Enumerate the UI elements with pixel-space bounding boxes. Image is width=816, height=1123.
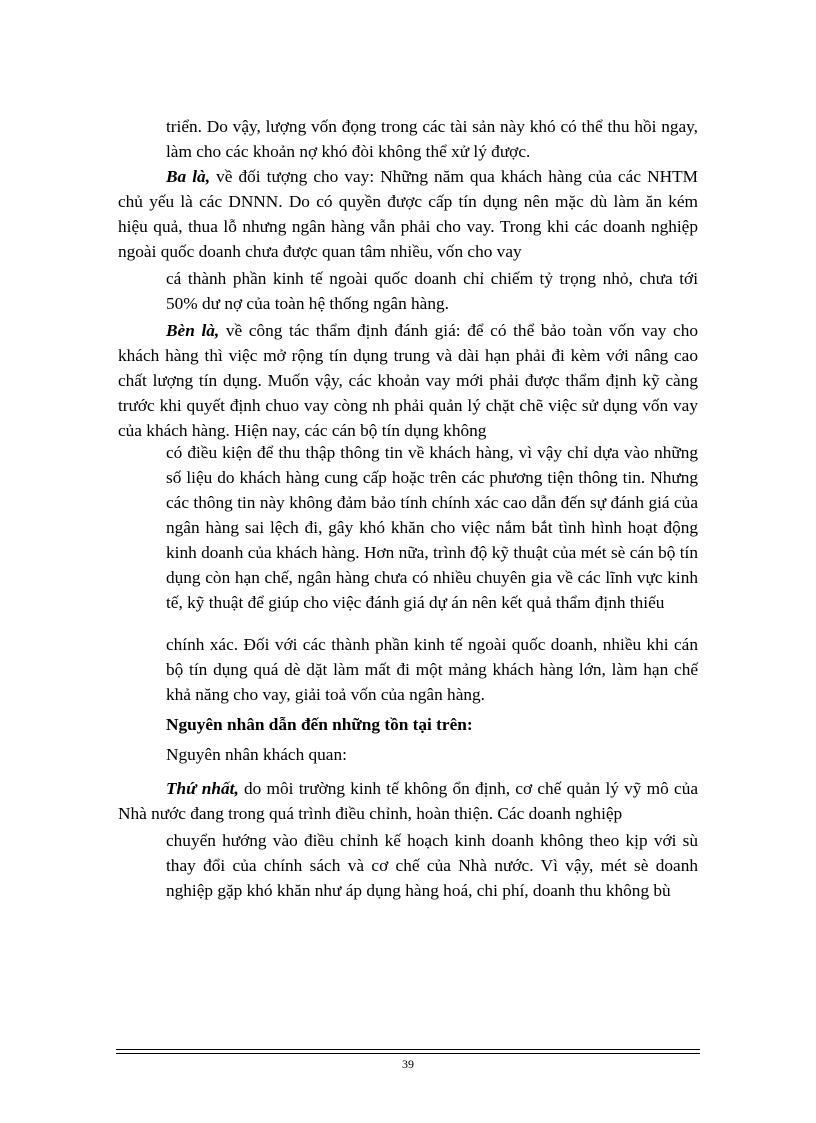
paragraph-continuation-5	[166, 828, 698, 903]
footer-rule-bottom	[116, 1053, 700, 1054]
paragraph-continuation-1	[166, 114, 698, 164]
paragraph-lead: Ba là,	[166, 167, 211, 186]
subheading-text: Nguyên nhân khách quan:	[166, 745, 347, 764]
paragraph-ben-la	[118, 318, 698, 443]
paragraph-text: về đối tượng cho vay: Những năm qua khách hàng của các NHTM chủ yếu là các DNNN. Do có quyền được cấp tín dụng nên mặc dù làm ăn kém hiệu quả, thua lỗ nhưng ngân hàng vẫn phải cho vay. Trong khi các doanh nghiệp ngoài quốc doanh chưa được quan tâm nhiều, vốn cho vay	[118, 167, 698, 261]
paragraph-continuation-4	[166, 632, 698, 707]
paragraph-text: về công tác thẩm định đánh giá: để có thể bảo toàn vốn vay cho khách hàng thì việc mở rộng tín dụng trung và dài hạn phải đi kèm với nâng cao chất lượng tín dụng. Muốn vậy, các khoản vay mới phải được thẩm định kỹ càng trước khi quyết định chuo vay còng nh phải quản lý chặt chẽ việc sử dụng vốn vay của khách hàng. Hiện nay, các cán bộ tín dụng không	[118, 321, 698, 440]
paragraph-text: triển. Do vậy, lượng vốn đọng trong các tài sản này khó có thể thu hồi ngay, làm cho các khoản nợ khó đòi không thể xử lý được.	[166, 117, 698, 161]
heading-text: Nguyên nhân dẫn đến những tồn tại trên:	[166, 715, 473, 734]
paragraph-text: do môi trường kinh tế không ổn định, cơ chế quản lý vỹ mô của Nhà nước đang trong quá trình điều chỉnh, hoàn thiện. Các doanh nghiệp	[118, 779, 699, 823]
paragraph-lead: Thứ nhất,	[166, 779, 239, 798]
paragraph-text: có điều kiện để thu thập thông tin về khách hàng, vì vậy chỉ dựa vào những số liệu do khách hàng cung cấp hoặc trên các phương tiện thông tin. Nhưng các thông tin này không đảm bảo tính chính xác cao dẫn đến sự đánh giá của ngân hàng sai lệch đi, gây khó khăn cho việc nắm bắt tình hình hoạt động kinh doanh của khách hàng. Hơn nữa, trình độ kỹ thuật của mét sè cán bộ tín dụng còn hạn chế, ngân hàng chưa có nhiều chuyên gia về các lĩnh vực kinh tế, kỹ thuật để giúp cho việc đánh giá dự án nên kết quả thẩm định thiếu	[166, 443, 698, 612]
paragraph-text: chuyển hướng vào điều chỉnh kế hoạch kinh doanh không theo kịp với sù thay đổi của chính sách và cơ chế của Nhà nước. Vì vậy, mét sè doanh nghiệp gặp khó khăn như áp dụng hàng hoá, chi phí, doanh thu không bù	[166, 831, 698, 900]
paragraph-text: cá thành phần kinh tế ngoài quốc doanh chỉ chiếm tỷ trọng nhỏ, chưa tới 50% dư nợ của toàn hệ thống ngân hàng.	[166, 269, 698, 313]
paragraph-text: chính xác. Đối với các thành phần kinh tế ngoài quốc doanh, nhiều khi cán bộ tín dụng quá dè dặt làm mất đi một mảng khách hàng lớn, làm hạn chế khả năng cho vay, giải toả vốn của ngân hàng.	[166, 635, 698, 704]
paragraph-continuation-2	[166, 266, 698, 316]
section-heading	[166, 712, 698, 737]
paragraph-thu-nhat	[118, 776, 698, 826]
paragraph-continuation-3	[166, 440, 698, 615]
paragraph-ba-la	[118, 164, 698, 264]
paragraph-lead: Bèn là,	[166, 321, 220, 340]
footer-rule-top	[116, 1049, 700, 1050]
page-number: 39	[402, 1057, 414, 1071]
section-subheading	[166, 742, 698, 767]
